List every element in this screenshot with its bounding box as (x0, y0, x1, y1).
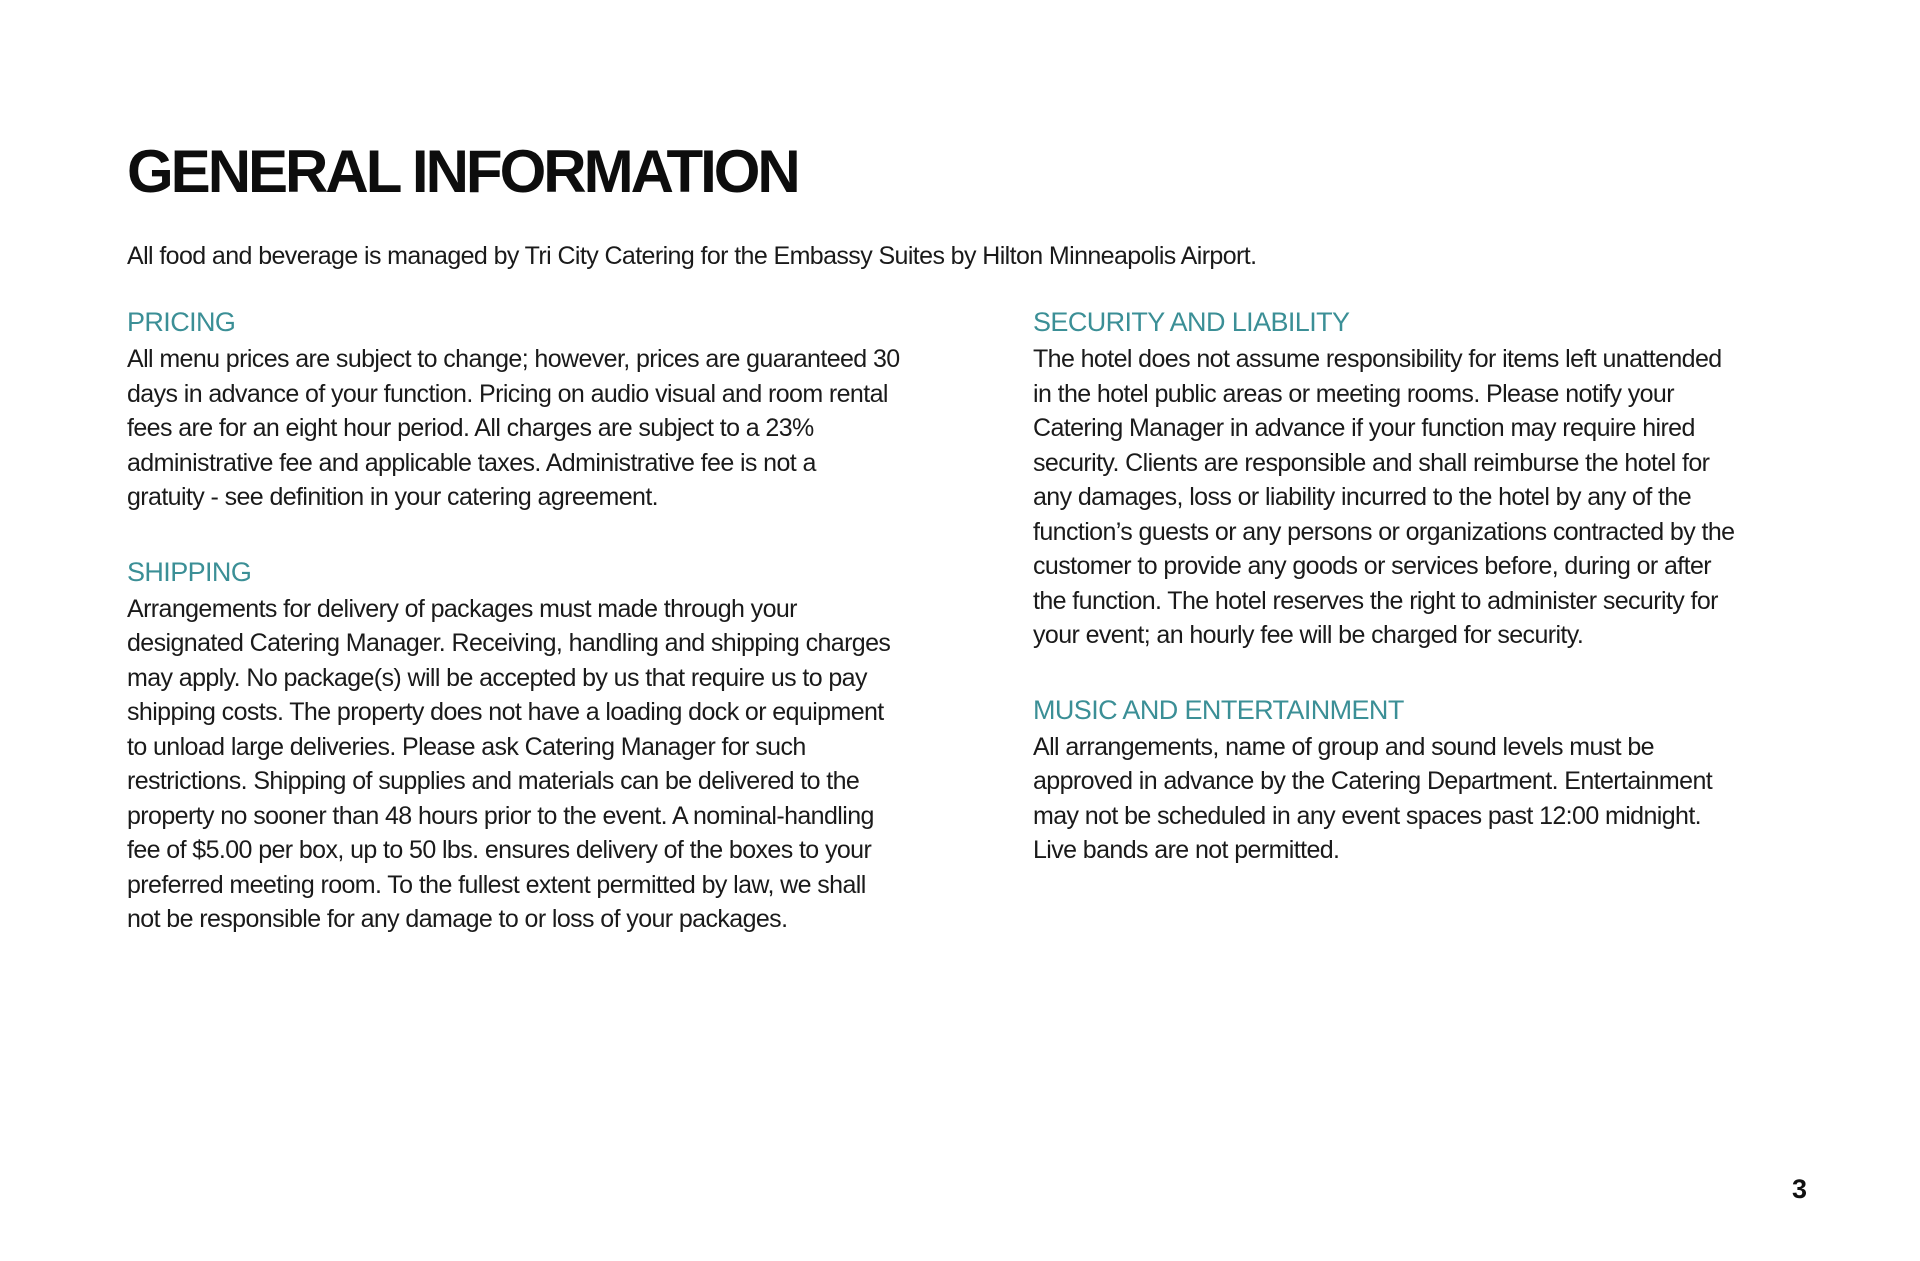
music-line: may not be scheduled in any event spaces past 12:00 midnight. (1033, 801, 1702, 830)
pricing-section (127, 302, 999, 515)
shipping-line: designated Catering Manager. Receiving, handling and shipping charges (127, 629, 891, 657)
pricing-line: administrative fee and applicable taxes. Administrative fee is not a (127, 448, 816, 477)
right-column (1033, 302, 1833, 905)
pricing-line: gratuity - see definition in your catering agreement. (127, 483, 659, 511)
page-title: GENERAL INFORMATION (127, 138, 798, 205)
shipping-line: restrictions. Shipping of supplies and materials can be delivered to the (127, 767, 860, 795)
security-line: in the hotel public areas or meeting rooms. Please notify your (1033, 379, 1674, 408)
security-line: The hotel does not assume responsibility for items left unattended (1033, 345, 1722, 373)
intro-text: All food and beverage is managed by Tri City Catering for the Embassy Suites by Hilton Minneapolis Airport. (127, 242, 1257, 270)
security-line: your event; an hourly fee will be charged for security. (1033, 621, 1584, 649)
music-section (1033, 690, 1833, 868)
shipping-line: Arrangements for delivery of packages must made through your (127, 594, 797, 623)
shipping-line: not be responsible for any damage to or loss of your packages. (127, 905, 788, 933)
music-line: approved in advance by the Catering Department. Entertainment (1033, 767, 1713, 795)
security-line: the function. The hotel reserves the right to administer security for (1033, 586, 1718, 615)
pricing-heading: PRICING (127, 307, 236, 337)
music-line: Live bands are not permitted. (1033, 836, 1340, 864)
shipping-line: preferred meeting room. To the fullest extent permitted by law, we shall (127, 870, 866, 899)
pricing-body (127, 342, 999, 515)
security-section (1033, 302, 1833, 653)
music-line: All arrangements, name of group and sound levels must be (1033, 732, 1654, 761)
shipping-line: property no sooner than 48 hours prior to the event. A nominal-handling (127, 801, 874, 830)
security-line: function’s guests or any persons or organizations contracted by the (1033, 517, 1735, 546)
shipping-line: to unload large deliveries. Please ask Catering Manager for such (127, 732, 806, 761)
security-line: any damages, loss or liability incurred to the hotel by any of the (1033, 483, 1692, 511)
shipping-section (127, 552, 999, 937)
security-line: customer to provide any goods or services before, during or after (1033, 552, 1712, 580)
left-column (127, 302, 999, 974)
page-number: 3 (1792, 1174, 1808, 1204)
shipping-line: shipping costs. The property does not have a loading dock or equipment (127, 698, 884, 726)
pricing-line: All menu prices are subject to change; however, prices are guaranteed 30 (127, 345, 900, 373)
pricing-line: fees are for an eight hour period. All charges are subject to a 23% (127, 414, 814, 442)
shipping-body (127, 592, 999, 937)
security-line: Catering Manager in advance if your function may require hired (1033, 414, 1695, 442)
shipping-line: may apply. No package(s) will be accepted by us that require us to pay (127, 663, 867, 692)
security-heading: SECURITY AND LIABILITY (1033, 307, 1350, 337)
shipping-heading: SHIPPING (127, 556, 252, 587)
shipping-line: fee of $5.00 per box, up to 50 lbs. ensures delivery of the boxes to your (127, 836, 872, 864)
music-body (1033, 730, 1833, 868)
music-heading: MUSIC AND ENTERTAINMENT (1033, 694, 1404, 725)
security-body (1033, 342, 1833, 653)
pricing-line: days in advance of your function. Pricing on audio visual and room rental (127, 379, 888, 408)
security-line: security. Clients are responsible and shall reimburse the hotel for (1033, 448, 1710, 477)
